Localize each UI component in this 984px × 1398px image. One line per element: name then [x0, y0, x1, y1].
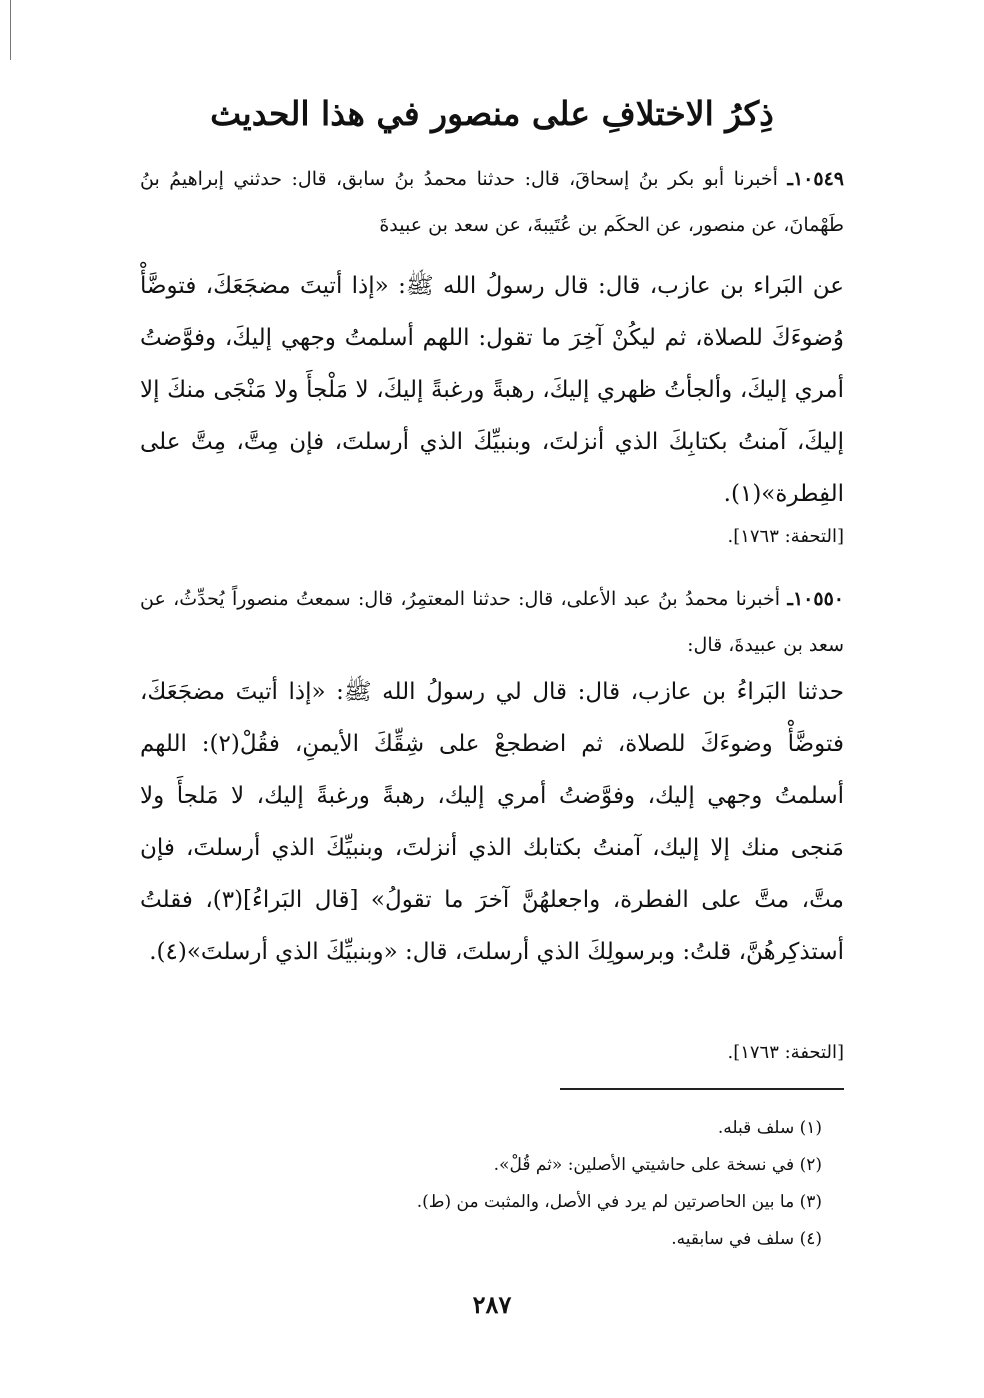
footnote-2: (٢) في نسخة على حاشيتي الأصلين: «ثم قُلْ». — [493, 1155, 822, 1175]
footnote-3: (٣) ما بين الحاصرتين لم يرد في الأصل، والمثبت من (ط). — [416, 1192, 822, 1212]
hadith-1-isnad: أخبرنا أبو بكر بنُ إسحاقَ، قال: حدثنا محمدُ بنُ سابق، قال: حدثني إبراهيمُ بنُ طَهْمانَ، عن منصور، عن الحكَم بن عُتَيبةَ، عن سعد بن عبيدةَ — [140, 168, 844, 236]
hadith-2-matn-paragraph — [140, 666, 844, 978]
hadith-2-matn: حدثنا البَراءُ بن عازب، قال: قال لي رسولُ الله ﷺ: «إذا أتيتَ مضجَعَكَ، فتوضَّأْ وضوءَكَ للصلاة، ثم اضطجعْ على شِقِّكَ الأيمنِ، فقُلْ(٢): اللهم أسلمتُ وجهي إليك، وفوَّضتُ أمري إليك، رهبةً ورغبةً إليك، لا مَلجأَ ولا مَنجى منك إلا إليك، آمنتُ بكتابك الذي أنزلتَ، وبنبيِّكَ الذي أرسلتَ، فإن متَّ، متَّ على الفطرة، واجعلهُنَّ آخرَ ما تقولُ» [قال البَراءُ](٣)، فقلتُ أستذكِرهُنَّ، قلتُ: وبرسولِكَ الذي أرسلتَ، قال: «وبنبيِّكَ الذي أرسلتَ»(٤). — [140, 679, 844, 965]
hadith-2-isnad-paragraph — [140, 576, 844, 668]
hadith-1-matn-paragraph — [140, 260, 844, 520]
hadith-1-reference: [التحفة: ١٧٦٣]. — [727, 526, 844, 547]
hadith-1-isnad-paragraph — [140, 156, 844, 248]
hadith-2-reference: [التحفة: ١٧٦٣]. — [727, 1042, 844, 1063]
footnote-1: (١) سلف قبله. — [717, 1118, 822, 1138]
page-number: ٢٨٧ — [472, 1290, 512, 1319]
hadith-1-number: ١٠٥٤٩ـ — [787, 168, 844, 190]
hadith-2-isnad: أخبرنا محمدُ بنُ عبد الأعلى، قال: حدثنا المعتمِرُ، قال: سمعتُ منصوراً يُحدِّثُ، عن سعد بن عبيدةَ، قال: — [140, 588, 844, 656]
footnote-4: (٤) سلف في سابقيه. — [671, 1229, 822, 1249]
footnote-separator — [560, 1088, 844, 1090]
page-edge-line — [10, 0, 11, 60]
section-title: ذِكرُ الاختلافِ على منصور في هذا الحديث — [210, 94, 774, 133]
hadith-2-number: ١٠٥٥٠ـ — [787, 588, 844, 610]
footnotes — [140, 1110, 822, 1258]
hadith-1-matn: عن البَراء بن عازب، قال: قال رسولُ الله ﷺ: «إذا أتيتَ مضجَعَكَ، فتوضَّأْ وُضوءَكَ للصلاة، ثم ليكُنْ آخِرَ ما تقول: اللهم أسلمتُ وجهي إليكَ، وفوَّضتُ أمري إليكَ، وألجأتُ ظهري إليكَ، رهبةً ورغبةً إليكَ، لا مَلْجأَ ولا مَنْجَى منكَ إلا إليكَ، آمنتُ بكتابِكَ الذي أنزلتَ، وبنبيِّكَ الذي أرسلتَ، فإن مِتَّ، مِتَّ على الفِطرة»(١). — [140, 273, 844, 507]
